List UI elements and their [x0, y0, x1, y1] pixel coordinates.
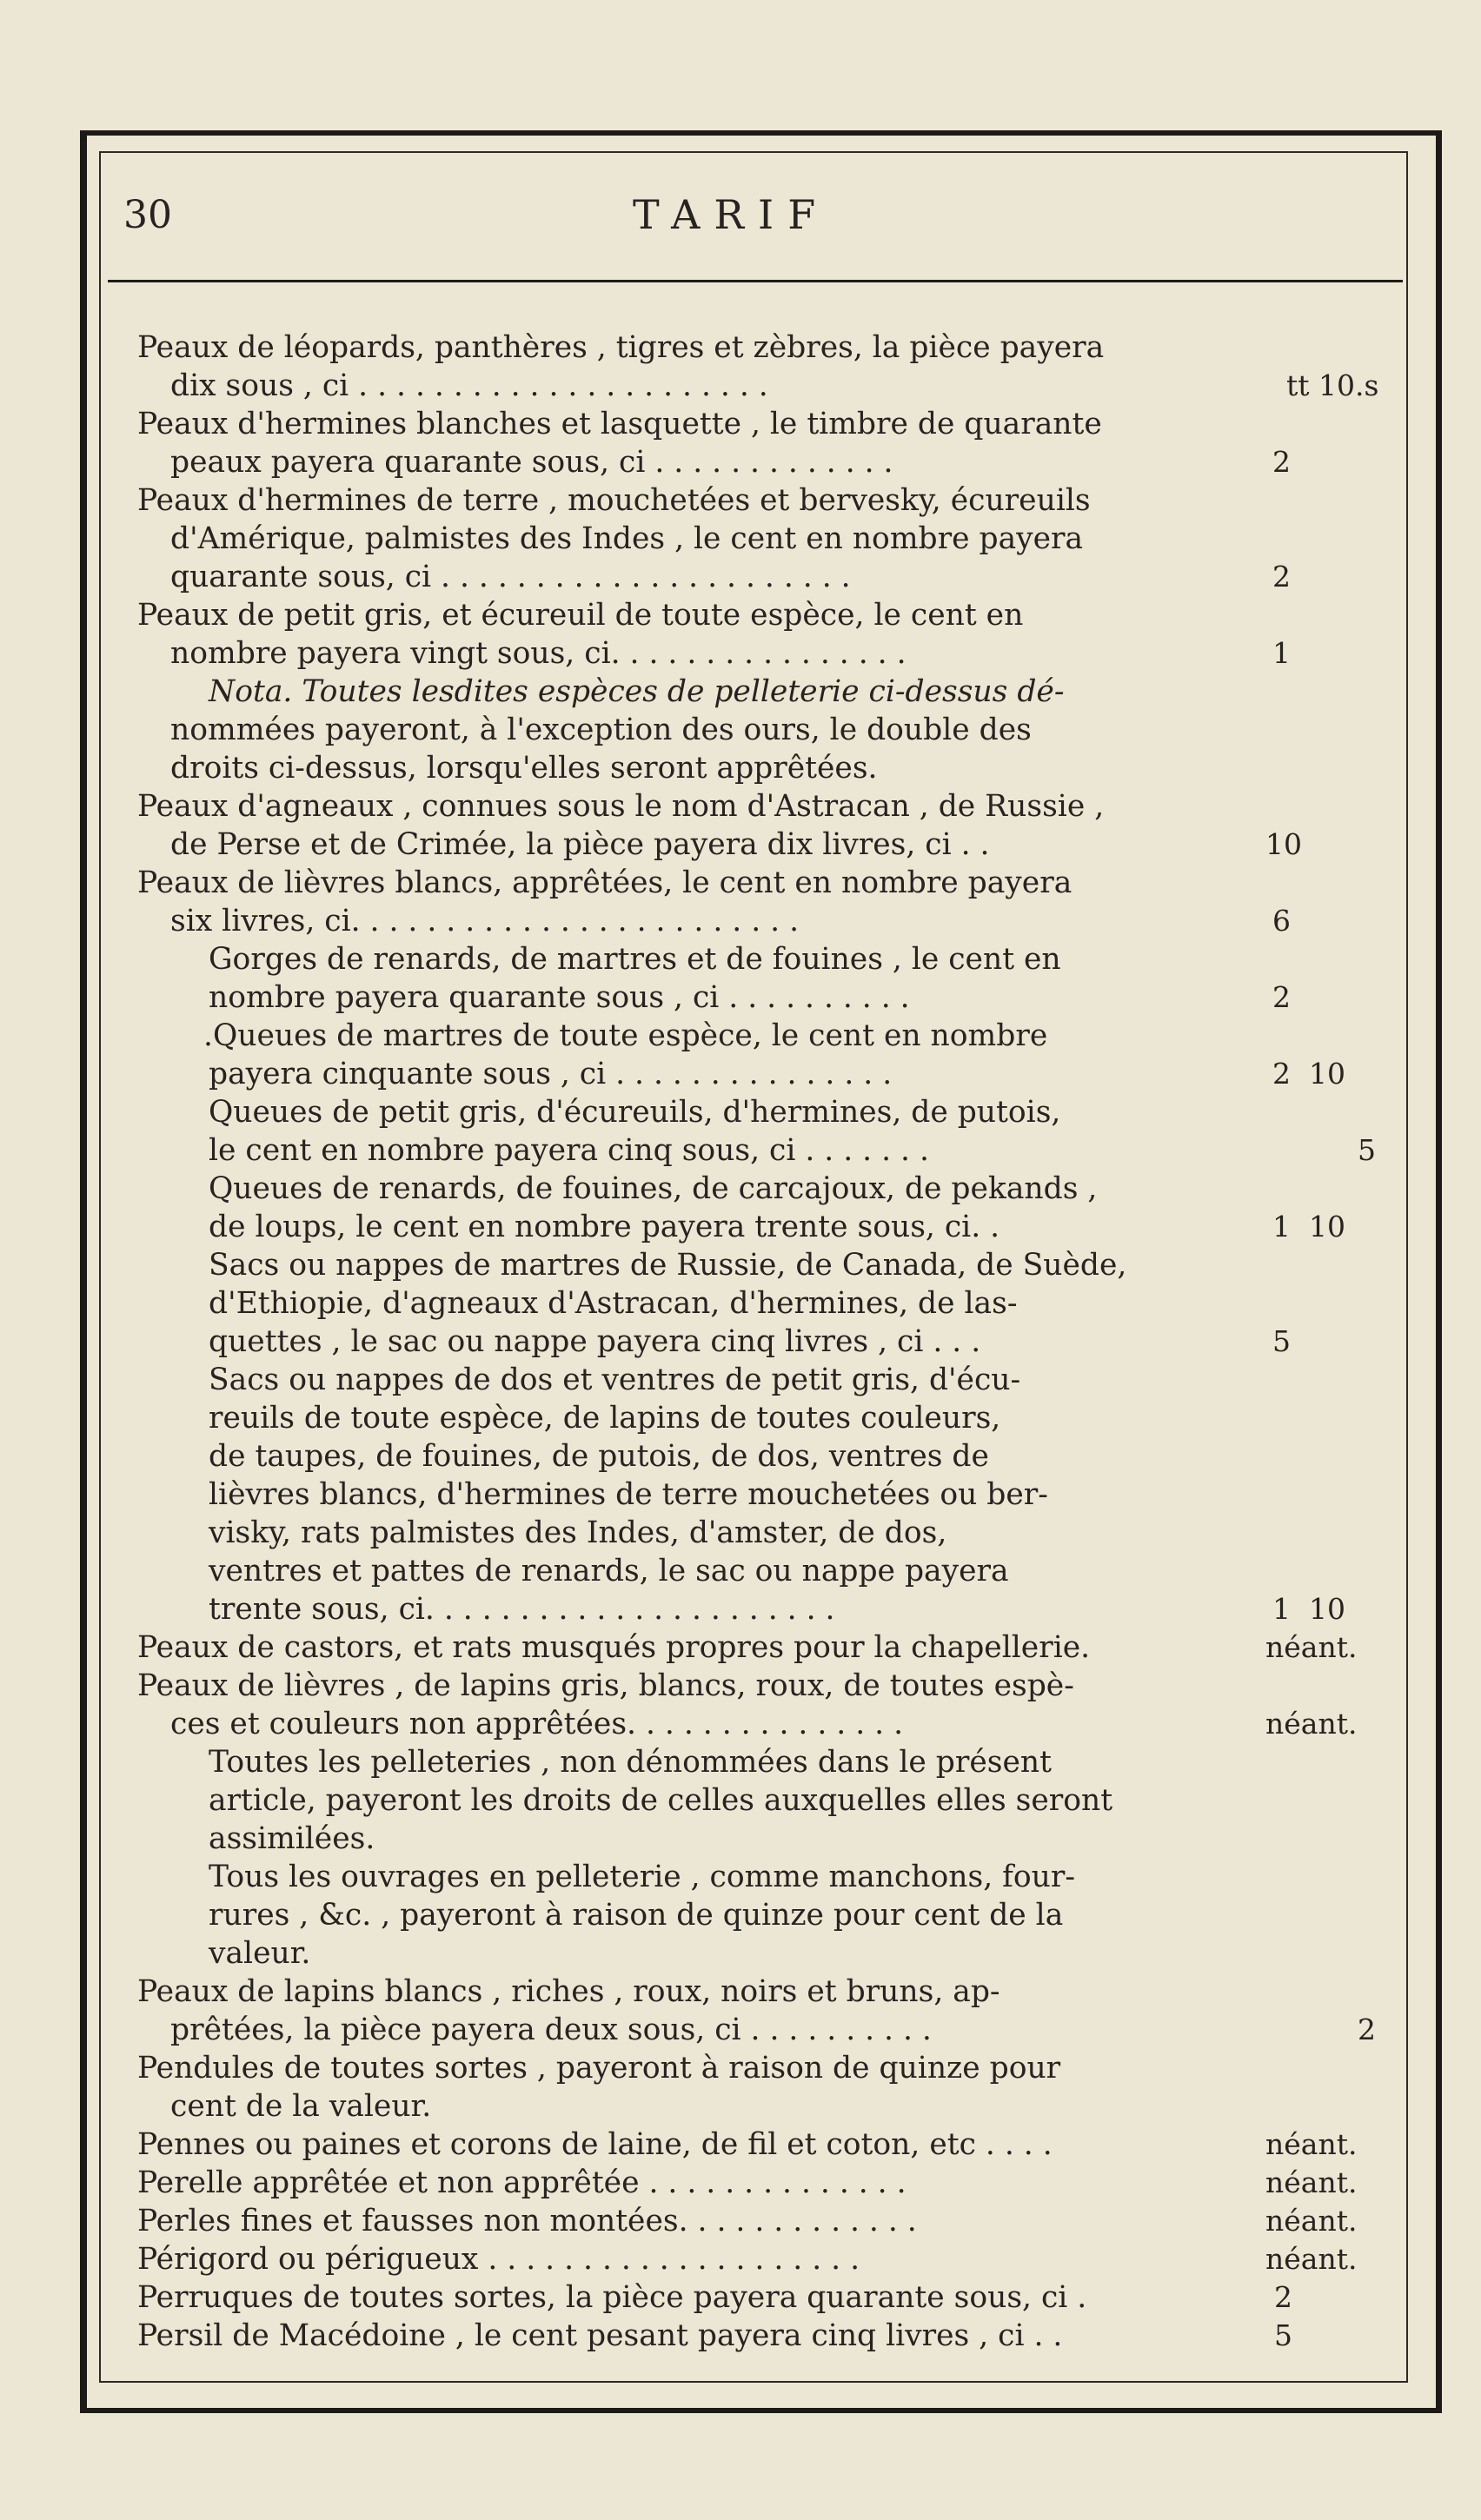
text-line: cent de la valeur.	[170, 2089, 432, 2124]
text-line: Toutes les pelleteries , non dénommées dans le présent	[209, 1745, 1052, 1780]
amount-value: tt 10.s	[1286, 368, 1379, 402]
text-line: Queues de renards, de fouines, de carcajoux, de pekands ,	[209, 1171, 1098, 1206]
amount-value: néant.	[1265, 2127, 1358, 2161]
text-line: Peaux d'hermines blanches et lasquette , le timbre de quarante	[137, 407, 1102, 441]
text-line: Peaux de castors, et rats musqués propres pour la chapellerie.	[137, 1630, 1091, 1665]
text-line: .Queues de martres de toute espèce, le cent en nombre	[203, 1018, 1048, 1053]
amount-value: néant.	[1265, 2242, 1358, 2276]
text-line: article, payeront les droits de celles auxquelles elles seront	[209, 1783, 1113, 1818]
amount-value: 5	[1272, 1324, 1291, 1358]
text-line: rures , &c. , payeront à raison de quinze pour cent de la	[209, 1898, 1064, 1933]
text-line: Peaux de léopards, panthères , tigres et zèbres, la pièce payera	[137, 330, 1105, 365]
text-line: le cent en nombre payera cinq sous, ci . . . . . . .	[209, 1133, 929, 1168]
text-line: Nota. Toutes lesdites espèces de pelleterie ci-dessus dé-	[209, 674, 1065, 709]
text-line: visky, rats palmistes des Indes, d'amster, de dos,	[209, 1515, 947, 1550]
amount-value: 2	[1272, 980, 1291, 1014]
text-line: nombre payera quarante sous , ci . . . . . . . . . .	[209, 980, 910, 1015]
text-line: Tous les ouvrages en pelleterie , comme manchons, four-	[209, 1860, 1076, 1894]
amount-value: néant.	[1265, 2165, 1358, 2199]
text-line: Peaux d'agneaux , connues sous le nom d'Astracan , de Russie ,	[137, 789, 1105, 824]
amount-value: 5	[1274, 2318, 1292, 2352]
text-line: prêtées, la pièce payera deux sous, ci . . . . . . . . . .	[170, 2013, 932, 2047]
text-line: valeur.	[209, 1936, 311, 1971]
amount-value: néant.	[1265, 2204, 1358, 2238]
text-line: Sacs ou nappes de martres de Russie, de Canada, de Suède,	[209, 1248, 1127, 1283]
text-line: Pennes ou paines et corons de laine, de fil et coton, etc . . . .	[137, 2127, 1053, 2162]
text-line: peaux payera quarante sous, ci . . . . . . . . . . . . .	[170, 445, 893, 480]
amount-value: 2	[1272, 445, 1291, 479]
amount-value: 2	[1272, 560, 1291, 594]
amount-value: 2	[1358, 2013, 1376, 2046]
text-line: Peaux de petit gris, et écureuil de toute espèce, le cent en	[137, 598, 1024, 633]
text-line: Périgord ou périgueux . . . . . . . . . . . . . . . . . . . .	[137, 2242, 860, 2277]
text-line: quettes , le sac ou nappe payera cinq livres , ci . . .	[209, 1324, 981, 1359]
amount-value: 6	[1272, 904, 1291, 938]
amount-value: néant.	[1265, 1707, 1358, 1741]
text-line: quarante sous, ci . . . . . . . . . . . . . . . . . . . . . .	[170, 560, 851, 594]
amount-value: 5	[1358, 1133, 1376, 1167]
text-line: d'Ethiopie, d'agneaux d'Astracan, d'hermines, de las-	[209, 1286, 1018, 1321]
text-line: Perles fines et fausses non montées. . . . . . . . . . . . .	[137, 2204, 917, 2238]
text-line: Peaux de lapins blancs , riches , roux, noirs et bruns, ap-	[137, 1974, 1000, 2009]
text-line: Perruques de toutes sortes, la pièce payera quarante sous, ci .	[137, 2280, 1087, 2315]
amount-value: 10	[1265, 827, 1302, 861]
text-line: lièvres blancs, d'hermines de terre mouchetées ou ber-	[209, 1477, 1048, 1512]
text-line: dix sous , ci . . . . . . . . . . . . . . . . . . . . . .	[170, 368, 768, 403]
text-line: Persil de Macédoine , le cent pesant payera cinq livres , ci . .	[137, 2318, 1063, 2353]
text-line: Peaux de lièvres blancs, apprêtées, le cent en nombre payera	[137, 865, 1073, 900]
text-line: Queues de petit gris, d'écureuils, d'hermines, de putois,	[209, 1095, 1061, 1130]
text-line: Peaux d'hermines de terre , mouchetées et bervesky, écureuils	[137, 483, 1091, 518]
text-line: droits ci-dessus, lorsqu'elles seront apprêtées.	[170, 751, 878, 786]
text-line: six livres, ci. . . . . . . . . . . . . . . . . . . . . . . .	[170, 904, 800, 938]
amount-value: 2	[1274, 2280, 1292, 2314]
text-line: ventres et pattes de renards, le sac ou nappe payera	[209, 1554, 1009, 1588]
text-line: Peaux de lièvres , de lapins gris, blancs, roux, de toutes espè-	[137, 1668, 1074, 1703]
text-line: assimilées.	[209, 1821, 375, 1856]
text-line: nombre payera vingt sous, ci. . . . . . . . . . . . . . . .	[170, 636, 907, 671]
text-line: Gorges de renards, de martres et de fouines , le cent en	[209, 942, 1061, 977]
text-line: trente sous, ci. . . . . . . . . . . . . . . . . . . . . .	[209, 1592, 835, 1627]
amount-value: néant.	[1265, 1630, 1358, 1664]
amount-value: 1 10	[1272, 1592, 1345, 1626]
text-line: de Perse et de Crimée, la pièce payera dix livres, ci . .	[170, 827, 990, 862]
text-line: d'Amérique, palmistes des Indes , le cent en nombre payera	[170, 521, 1084, 556]
text-line: Perelle apprêtée et non apprêtée . . . . . . . . . . . . . .	[137, 2165, 907, 2200]
text-line: de taupes, de fouines, de putois, de dos, ventres de	[209, 1439, 989, 1474]
page-number: 30	[123, 193, 172, 237]
text-line: reuils de toute espèce, de lapins de toutes couleurs,	[209, 1401, 1001, 1436]
text-line: Sacs ou nappes de dos et ventres de petit gris, d'écu-	[209, 1363, 1021, 1397]
amount-value: 1	[1272, 636, 1291, 670]
page-title: TARIF	[633, 191, 830, 238]
text-line: ces et couleurs non apprêtées. . . . . . . . . . . . . . .	[170, 1707, 904, 1741]
text-line: nommées payeront, à l'exception des ours, le double des	[170, 713, 1032, 747]
text-line: payera cinquante sous , ci . . . . . . . . . . . . . . .	[209, 1057, 893, 1091]
amount-value: 1 10	[1272, 1210, 1345, 1243]
amount-value: 2 10	[1272, 1057, 1345, 1091]
text-line: Pendules de toutes sortes , payeront à raison de quinze pour	[137, 2051, 1061, 2086]
text-line: de loups, le cent en nombre payera trente sous, ci. .	[209, 1210, 1000, 1244]
